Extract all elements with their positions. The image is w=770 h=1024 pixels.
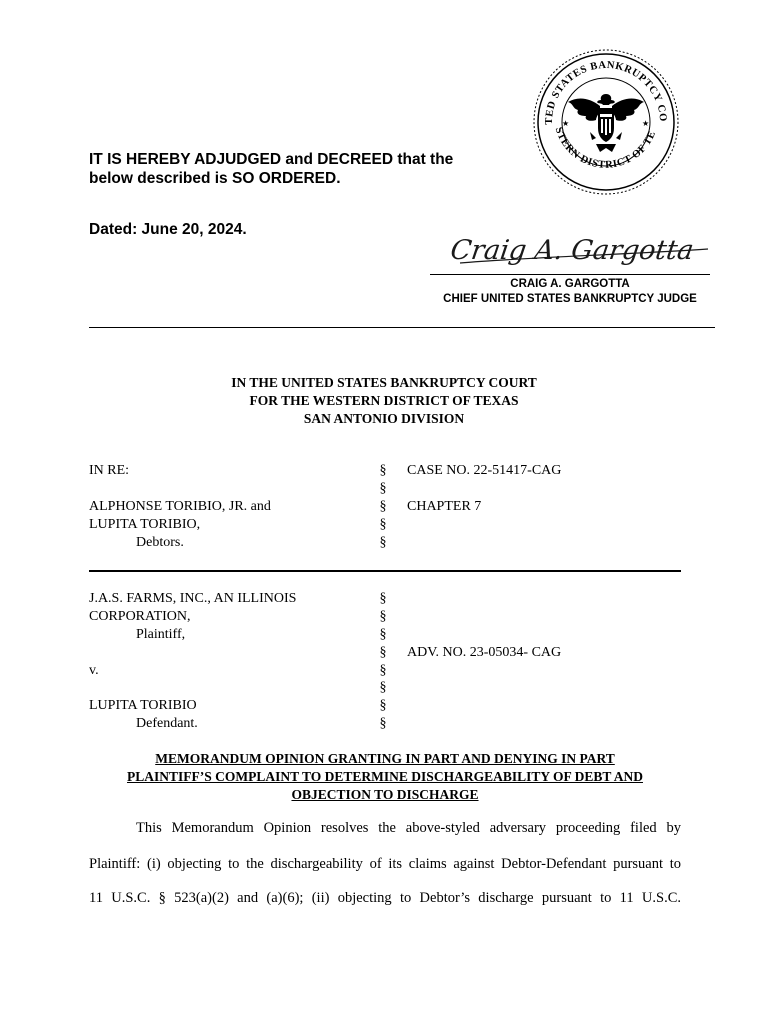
- signature-line: [430, 274, 710, 275]
- adversary-number: ADV. NO. 23-05034- CAG: [407, 645, 562, 660]
- svg-text:★: ★: [562, 119, 570, 128]
- court-heading: [89, 374, 679, 428]
- judge-name: CRAIG A. GARGOTTA: [510, 278, 630, 290]
- chapter-label: CHAPTER 7: [407, 499, 482, 514]
- section-symbol: §: [379, 481, 387, 496]
- caption-divider: [89, 570, 681, 572]
- section-symbol: §: [379, 609, 387, 624]
- judge-signature: [450, 227, 715, 275]
- order-date: Dated: June 20, 2024.: [89, 221, 247, 238]
- versus-label: v.: [89, 663, 99, 678]
- body-line-2: Plaintiff: (i) objecting to the dischargeability of its claims against Debtor-Defendant pursuant to: [89, 856, 681, 872]
- order-line-1: IT IS HEREBY ADJUDGED and DECREED that the: [89, 151, 454, 168]
- defendant-role: Defendant.: [136, 716, 198, 731]
- debtors-line-2: LUPITA TORIBIO,: [89, 517, 201, 532]
- order-line-2: below described is SO ORDERED.: [89, 170, 341, 187]
- section-symbol: §: [379, 463, 387, 478]
- signature-script: Craig A. Gargotta: [450, 235, 696, 266]
- plaintiff-role: Plaintiff,: [136, 627, 186, 642]
- memo-title-line-2: PLAINTIFF’S COMPLAINT TO DETERMINE DISCHARGEABILITY OF DEBT AND: [127, 769, 643, 784]
- section-symbol: §: [379, 627, 387, 642]
- debtors-role: Debtors.: [136, 535, 184, 550]
- court-line-1: IN THE UNITED STATES BANKRUPTCY COURT: [231, 375, 537, 390]
- court-line-2: FOR THE WESTERN DISTRICT OF TEXAS: [249, 393, 519, 408]
- svg-text:★: ★: [642, 119, 650, 128]
- court-line-3: SAN ANTONIO DIVISION: [303, 411, 465, 426]
- debtors-line-1: ALPHONSE TORIBIO, JR. and: [89, 499, 271, 514]
- section-symbol: §: [379, 517, 387, 532]
- case-number: CASE NO. 22-51417-CAG: [407, 463, 562, 478]
- section-symbol: §: [379, 716, 387, 731]
- seal-top-text: TED STATES BANKRUPTCY CO: [543, 59, 669, 125]
- defendant-name: LUPITA TORIBIO: [89, 698, 197, 713]
- section-symbol: §: [379, 645, 387, 660]
- header-divider: [89, 327, 715, 328]
- plaintiff-line-1: J.A.S. FARMS, INC., AN ILLINOIS: [89, 591, 297, 606]
- section-symbol: §: [379, 535, 387, 550]
- body-line-1: This Memorandum Opinion resolves the above-styled adversary proceeding filed by: [136, 820, 681, 836]
- order-statement: [89, 150, 509, 188]
- in-re-label: IN RE:: [89, 463, 130, 478]
- section-symbol: §: [379, 499, 387, 514]
- body-line-3: 11 U.S.C. § 523(a)(2) and (a)(6); (ii) objecting to Debtor’s discharge pursuant to 11 U.S.C.: [89, 890, 681, 906]
- court-seal-icon: [532, 48, 680, 196]
- judge-title: CHIEF UNITED STATES BANKRUPTCY JUDGE: [443, 293, 697, 305]
- plaintiff-line-2: CORPORATION,: [89, 609, 191, 624]
- section-symbol: §: [379, 663, 387, 678]
- seal-bottom-text: STERN DISTRICT OF TE: [552, 125, 659, 171]
- section-symbol: §: [379, 698, 387, 713]
- memo-title-line-3: OBJECTION TO DISCHARGE: [291, 787, 479, 802]
- section-symbol: §: [379, 591, 387, 606]
- memorandum-title: [89, 750, 681, 804]
- memo-title-line-1: MEMORANDUM OPINION GRANTING IN PART AND DENYING IN PART: [155, 751, 615, 766]
- section-symbol: §: [379, 680, 387, 695]
